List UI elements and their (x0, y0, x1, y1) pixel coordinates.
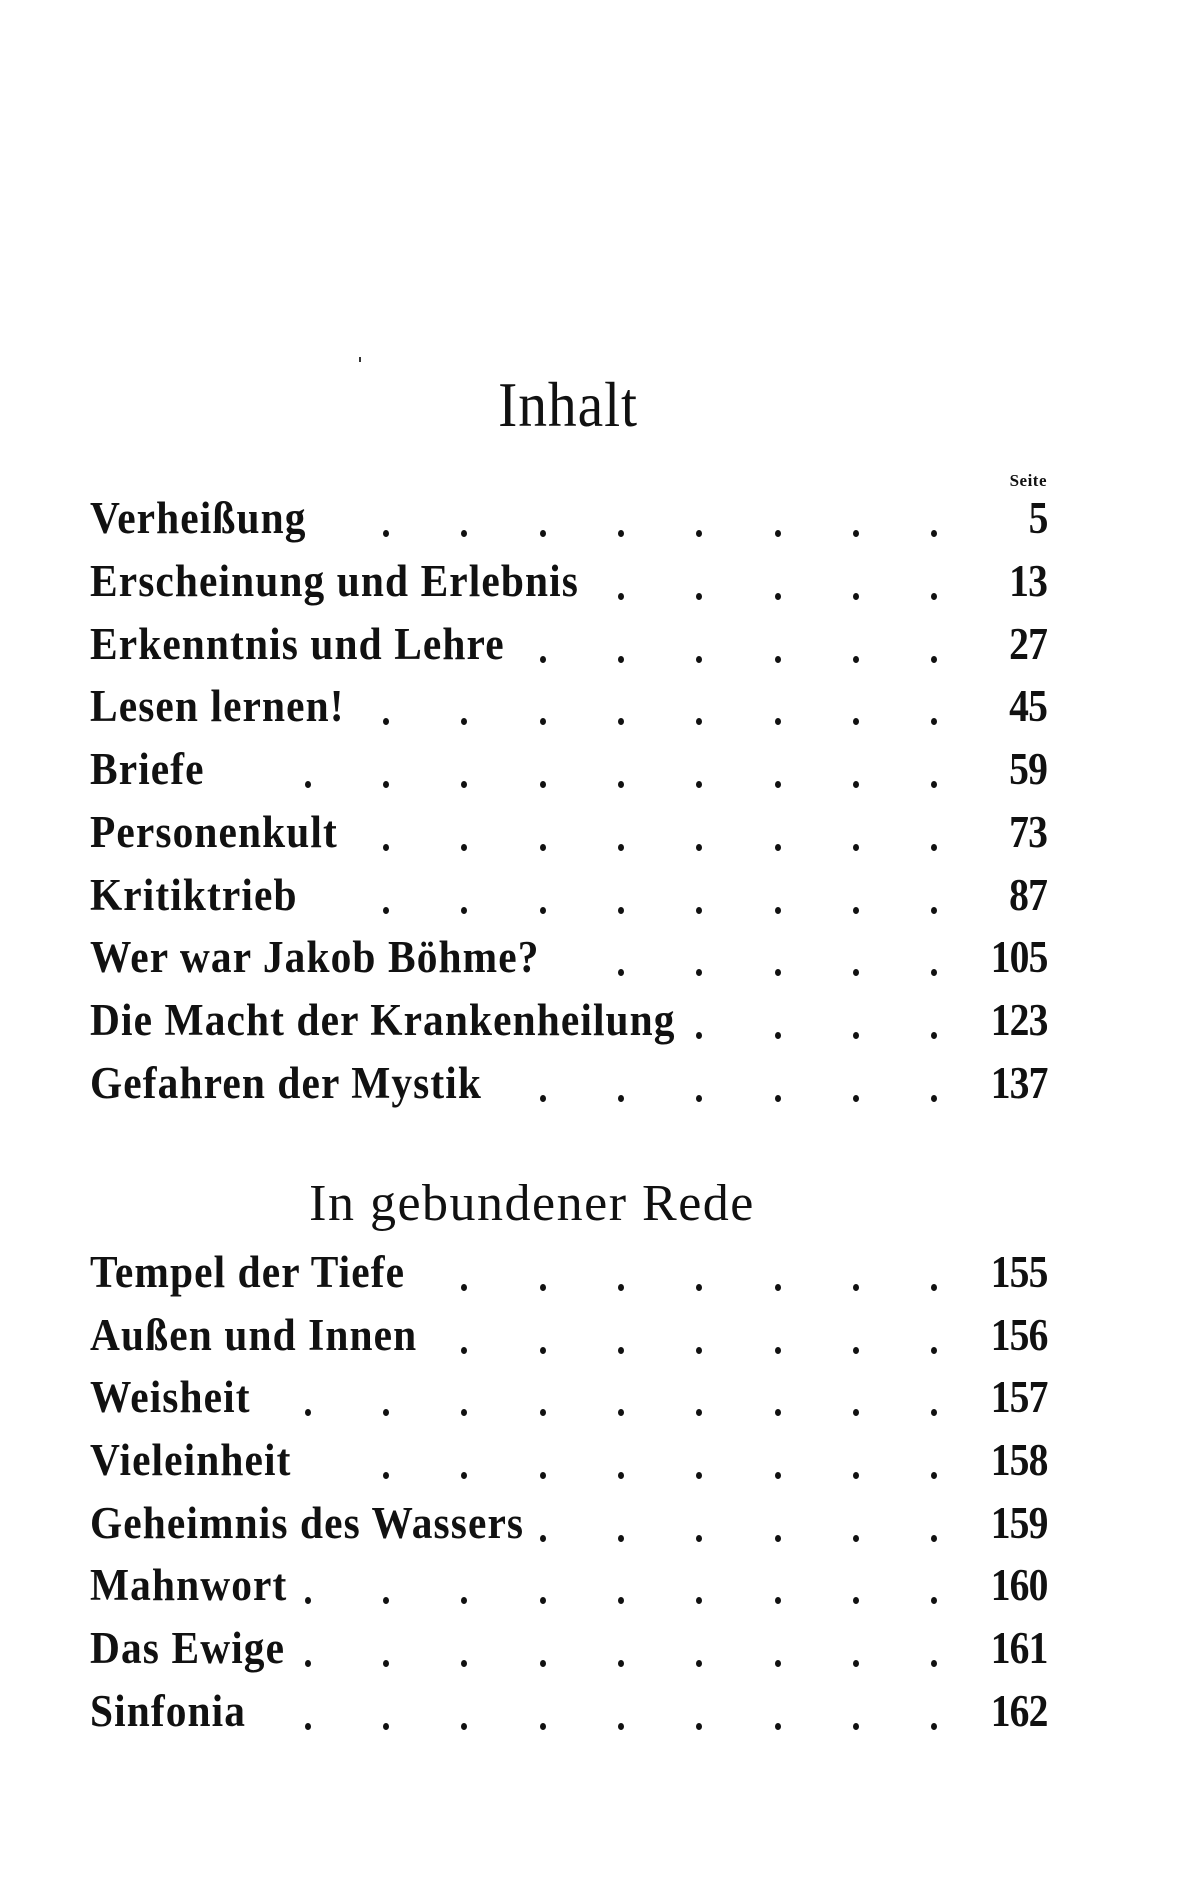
leader-dot (618, 969, 624, 976)
leader-dot (775, 844, 781, 851)
entry-title: Weisheit (90, 1372, 251, 1422)
entry-title: Tempel der Tiefe (90, 1247, 406, 1297)
leader-dot (461, 844, 467, 851)
entry-page-number: 59 (1009, 744, 1047, 794)
toc-entry[interactable] (0, 490, 1200, 546)
entry-title: Kritiktrieb (90, 870, 298, 920)
leader-dot (618, 907, 624, 914)
leader-dot (618, 1095, 624, 1102)
entry-title: Außen und Innen (90, 1310, 418, 1360)
page-column-label: Seite (1009, 471, 1047, 490)
leader-dot (696, 844, 702, 851)
leader-dot (931, 718, 937, 725)
leader-dot (853, 1032, 859, 1039)
entry-page-number: 45 (1009, 681, 1047, 731)
leader-dot (540, 1472, 546, 1479)
leader-dot (461, 1472, 467, 1479)
toc-entry[interactable] (0, 1495, 1200, 1551)
leader-dot (696, 593, 702, 600)
toc-entry[interactable] (0, 804, 1200, 860)
leader-dot (540, 530, 546, 537)
entry-page-number: 156 (990, 1310, 1047, 1360)
toc-entry[interactable] (0, 929, 1200, 985)
leader-dot (383, 781, 389, 788)
leader-dot (931, 1723, 937, 1730)
entry-title: Wer war Jakob Böhme? (90, 932, 540, 982)
toc-entry[interactable] (0, 1244, 1200, 1300)
leader-dot (696, 907, 702, 914)
leader-dot (931, 1660, 937, 1667)
leader-dot (696, 1723, 702, 1730)
section-heading: In gebundener Rede (309, 1175, 755, 1232)
leader-dot (775, 969, 781, 976)
leader-dot (618, 844, 624, 851)
leader-dot (931, 1472, 937, 1479)
leader-dot (931, 844, 937, 851)
leader-dot (696, 1660, 702, 1667)
toc-entry[interactable] (0, 741, 1200, 797)
leader-dot (383, 1409, 389, 1416)
leader-dot (540, 907, 546, 914)
leader-dot (931, 593, 937, 600)
entry-title: Verheißung (90, 493, 307, 543)
leader-dot (383, 1723, 389, 1730)
leader-dot (696, 656, 702, 663)
leader-dot (461, 530, 467, 537)
leader-dot (696, 1409, 702, 1416)
entry-page-number: 13 (1009, 556, 1047, 606)
leader-dot (775, 593, 781, 600)
scan-speck (359, 357, 361, 362)
leader-dot (540, 1723, 546, 1730)
leader-dot (540, 1284, 546, 1291)
leader-dot (775, 781, 781, 788)
toc-entry[interactable] (0, 1620, 1200, 1676)
leader-dot (775, 1660, 781, 1667)
entry-title: Gefahren der Mystik (90, 1058, 483, 1108)
leader-dot (775, 1472, 781, 1479)
leader-dot (931, 1284, 937, 1291)
entry-page-number: 157 (990, 1372, 1047, 1422)
leader-dot (540, 656, 546, 663)
leader-dot (931, 530, 937, 537)
leader-dot (383, 844, 389, 851)
leader-dot (696, 781, 702, 788)
toc-entry[interactable] (0, 992, 1200, 1048)
entry-title: Vieleinheit (90, 1435, 292, 1485)
leader-dot (853, 1347, 859, 1354)
leader-dot (461, 781, 467, 788)
leader-dot (540, 1095, 546, 1102)
leader-dot (696, 1597, 702, 1604)
leader-dot (696, 718, 702, 725)
leader-dot (540, 1409, 546, 1416)
leader-dot (775, 1347, 781, 1354)
leader-dot (383, 1597, 389, 1604)
leader-dot (853, 907, 859, 914)
leader-dot (775, 530, 781, 537)
leader-dot (618, 1472, 624, 1479)
entry-page-number: 155 (990, 1247, 1047, 1297)
leader-dot (618, 530, 624, 537)
leader-dot (931, 907, 937, 914)
entry-page-number: 73 (1009, 807, 1047, 857)
leader-dot (383, 1472, 389, 1479)
leader-dot (540, 781, 546, 788)
entry-title: Mahnwort (90, 1560, 288, 1610)
toc-entry[interactable] (0, 616, 1200, 672)
leader-dot (305, 781, 311, 788)
leader-dot (775, 1284, 781, 1291)
leader-dot (540, 844, 546, 851)
entry-page-number: 27 (1009, 619, 1047, 669)
leader-dot (696, 1284, 702, 1291)
entry-page-number: 87 (1009, 870, 1047, 920)
leader-dot (775, 1535, 781, 1542)
toc-entry[interactable] (0, 553, 1200, 609)
leader-dot (931, 656, 937, 663)
leader-dot (461, 1723, 467, 1730)
entry-title: Lesen lernen! (90, 681, 345, 731)
leader-dot (383, 907, 389, 914)
leader-dot (931, 1095, 937, 1102)
toc-entry[interactable] (0, 1369, 1200, 1425)
leader-dot (853, 656, 859, 663)
leader-dot (305, 1409, 311, 1416)
leader-dot (461, 1409, 467, 1416)
entry-page-number: 159 (990, 1498, 1047, 1548)
toc-entry[interactable] (0, 1307, 1200, 1363)
leader-dot (540, 1347, 546, 1354)
leader-dot (775, 718, 781, 725)
entry-title: Personenkult (90, 807, 338, 857)
leader-dot (853, 1472, 859, 1479)
entry-page-number: 5 (1028, 493, 1047, 543)
leader-dot (618, 1723, 624, 1730)
leader-dot (853, 844, 859, 851)
leader-dot (931, 1032, 937, 1039)
leader-dot (775, 656, 781, 663)
entry-title: Sinfonia (90, 1686, 247, 1736)
leader-dot (775, 1723, 781, 1730)
toc-entry[interactable] (0, 1683, 1200, 1739)
entry-title: Erkenntnis und Lehre (90, 619, 505, 669)
leader-dot (540, 1660, 546, 1667)
leader-dot (618, 1284, 624, 1291)
entry-title: Geheimnis des Wassers (90, 1498, 525, 1548)
leader-dot (775, 1409, 781, 1416)
leader-dot (931, 1409, 937, 1416)
leader-dot (540, 1597, 546, 1604)
leader-dot (696, 1095, 702, 1102)
toc-entry[interactable] (0, 1557, 1200, 1613)
leader-dot (853, 718, 859, 725)
leader-dot (461, 1597, 467, 1604)
leader-dot (461, 1347, 467, 1354)
entry-title: Erscheinung und Erlebnis (90, 556, 579, 606)
leader-dot (853, 1723, 859, 1730)
entry-page-number: 160 (990, 1560, 1047, 1610)
leader-dot (305, 1723, 311, 1730)
entry-page-number: 105 (990, 932, 1047, 982)
leader-dot (540, 1535, 546, 1542)
entry-page-number: 158 (990, 1435, 1047, 1485)
leader-dot (383, 530, 389, 537)
leader-dot (853, 593, 859, 600)
leader-dot (775, 1095, 781, 1102)
leader-dot (461, 1660, 467, 1667)
entry-title: Die Macht der Krankenheilung (90, 995, 676, 1045)
leader-dot (618, 656, 624, 663)
entry-page-number: 123 (990, 995, 1047, 1045)
leader-dot (775, 1597, 781, 1604)
toc-entry[interactable] (0, 678, 1200, 734)
leader-dot (696, 1535, 702, 1542)
leader-dot (618, 1660, 624, 1667)
leader-dot (853, 969, 859, 976)
leader-dot (618, 781, 624, 788)
leader-dot (618, 1347, 624, 1354)
entry-page-number: 162 (990, 1686, 1047, 1736)
leader-dot (618, 1535, 624, 1542)
leader-dot (461, 718, 467, 725)
leader-dot (540, 718, 546, 725)
leader-dot (461, 1284, 467, 1291)
leader-dot (618, 1597, 624, 1604)
leader-dot (853, 1535, 859, 1542)
leader-dot (853, 1409, 859, 1416)
leader-dot (461, 907, 467, 914)
leader-dot (931, 1347, 937, 1354)
leader-dot (853, 530, 859, 537)
leader-dot (305, 1597, 311, 1604)
leader-dot (931, 969, 937, 976)
toc-entry[interactable] (0, 867, 1200, 923)
leader-dot (696, 1032, 702, 1039)
leader-dot (931, 1535, 937, 1542)
leader-dot (696, 1472, 702, 1479)
entry-title: Briefe (90, 744, 205, 794)
leader-dot (853, 1660, 859, 1667)
leader-dot (931, 1597, 937, 1604)
leader-dot (696, 1347, 702, 1354)
leader-dot (696, 969, 702, 976)
leader-dot (618, 1409, 624, 1416)
leader-dot (931, 781, 937, 788)
toc-entry[interactable] (0, 1055, 1200, 1111)
leader-dot (618, 593, 624, 600)
entry-page-number: 137 (990, 1058, 1047, 1108)
leader-dot (853, 1597, 859, 1604)
leader-dot (383, 718, 389, 725)
leader-dot (618, 718, 624, 725)
entry-title: Das Ewige (90, 1623, 286, 1673)
leader-dot (383, 1660, 389, 1667)
leader-dot (775, 907, 781, 914)
leader-dot (853, 1284, 859, 1291)
leader-dot (853, 1095, 859, 1102)
leader-dot (696, 530, 702, 537)
leader-dot (305, 1660, 311, 1667)
leader-dot (853, 781, 859, 788)
entry-page-number: 161 (990, 1623, 1047, 1673)
toc-title: Inhalt (498, 369, 638, 440)
leader-dot (775, 1032, 781, 1039)
toc-entry[interactable] (0, 1432, 1200, 1488)
